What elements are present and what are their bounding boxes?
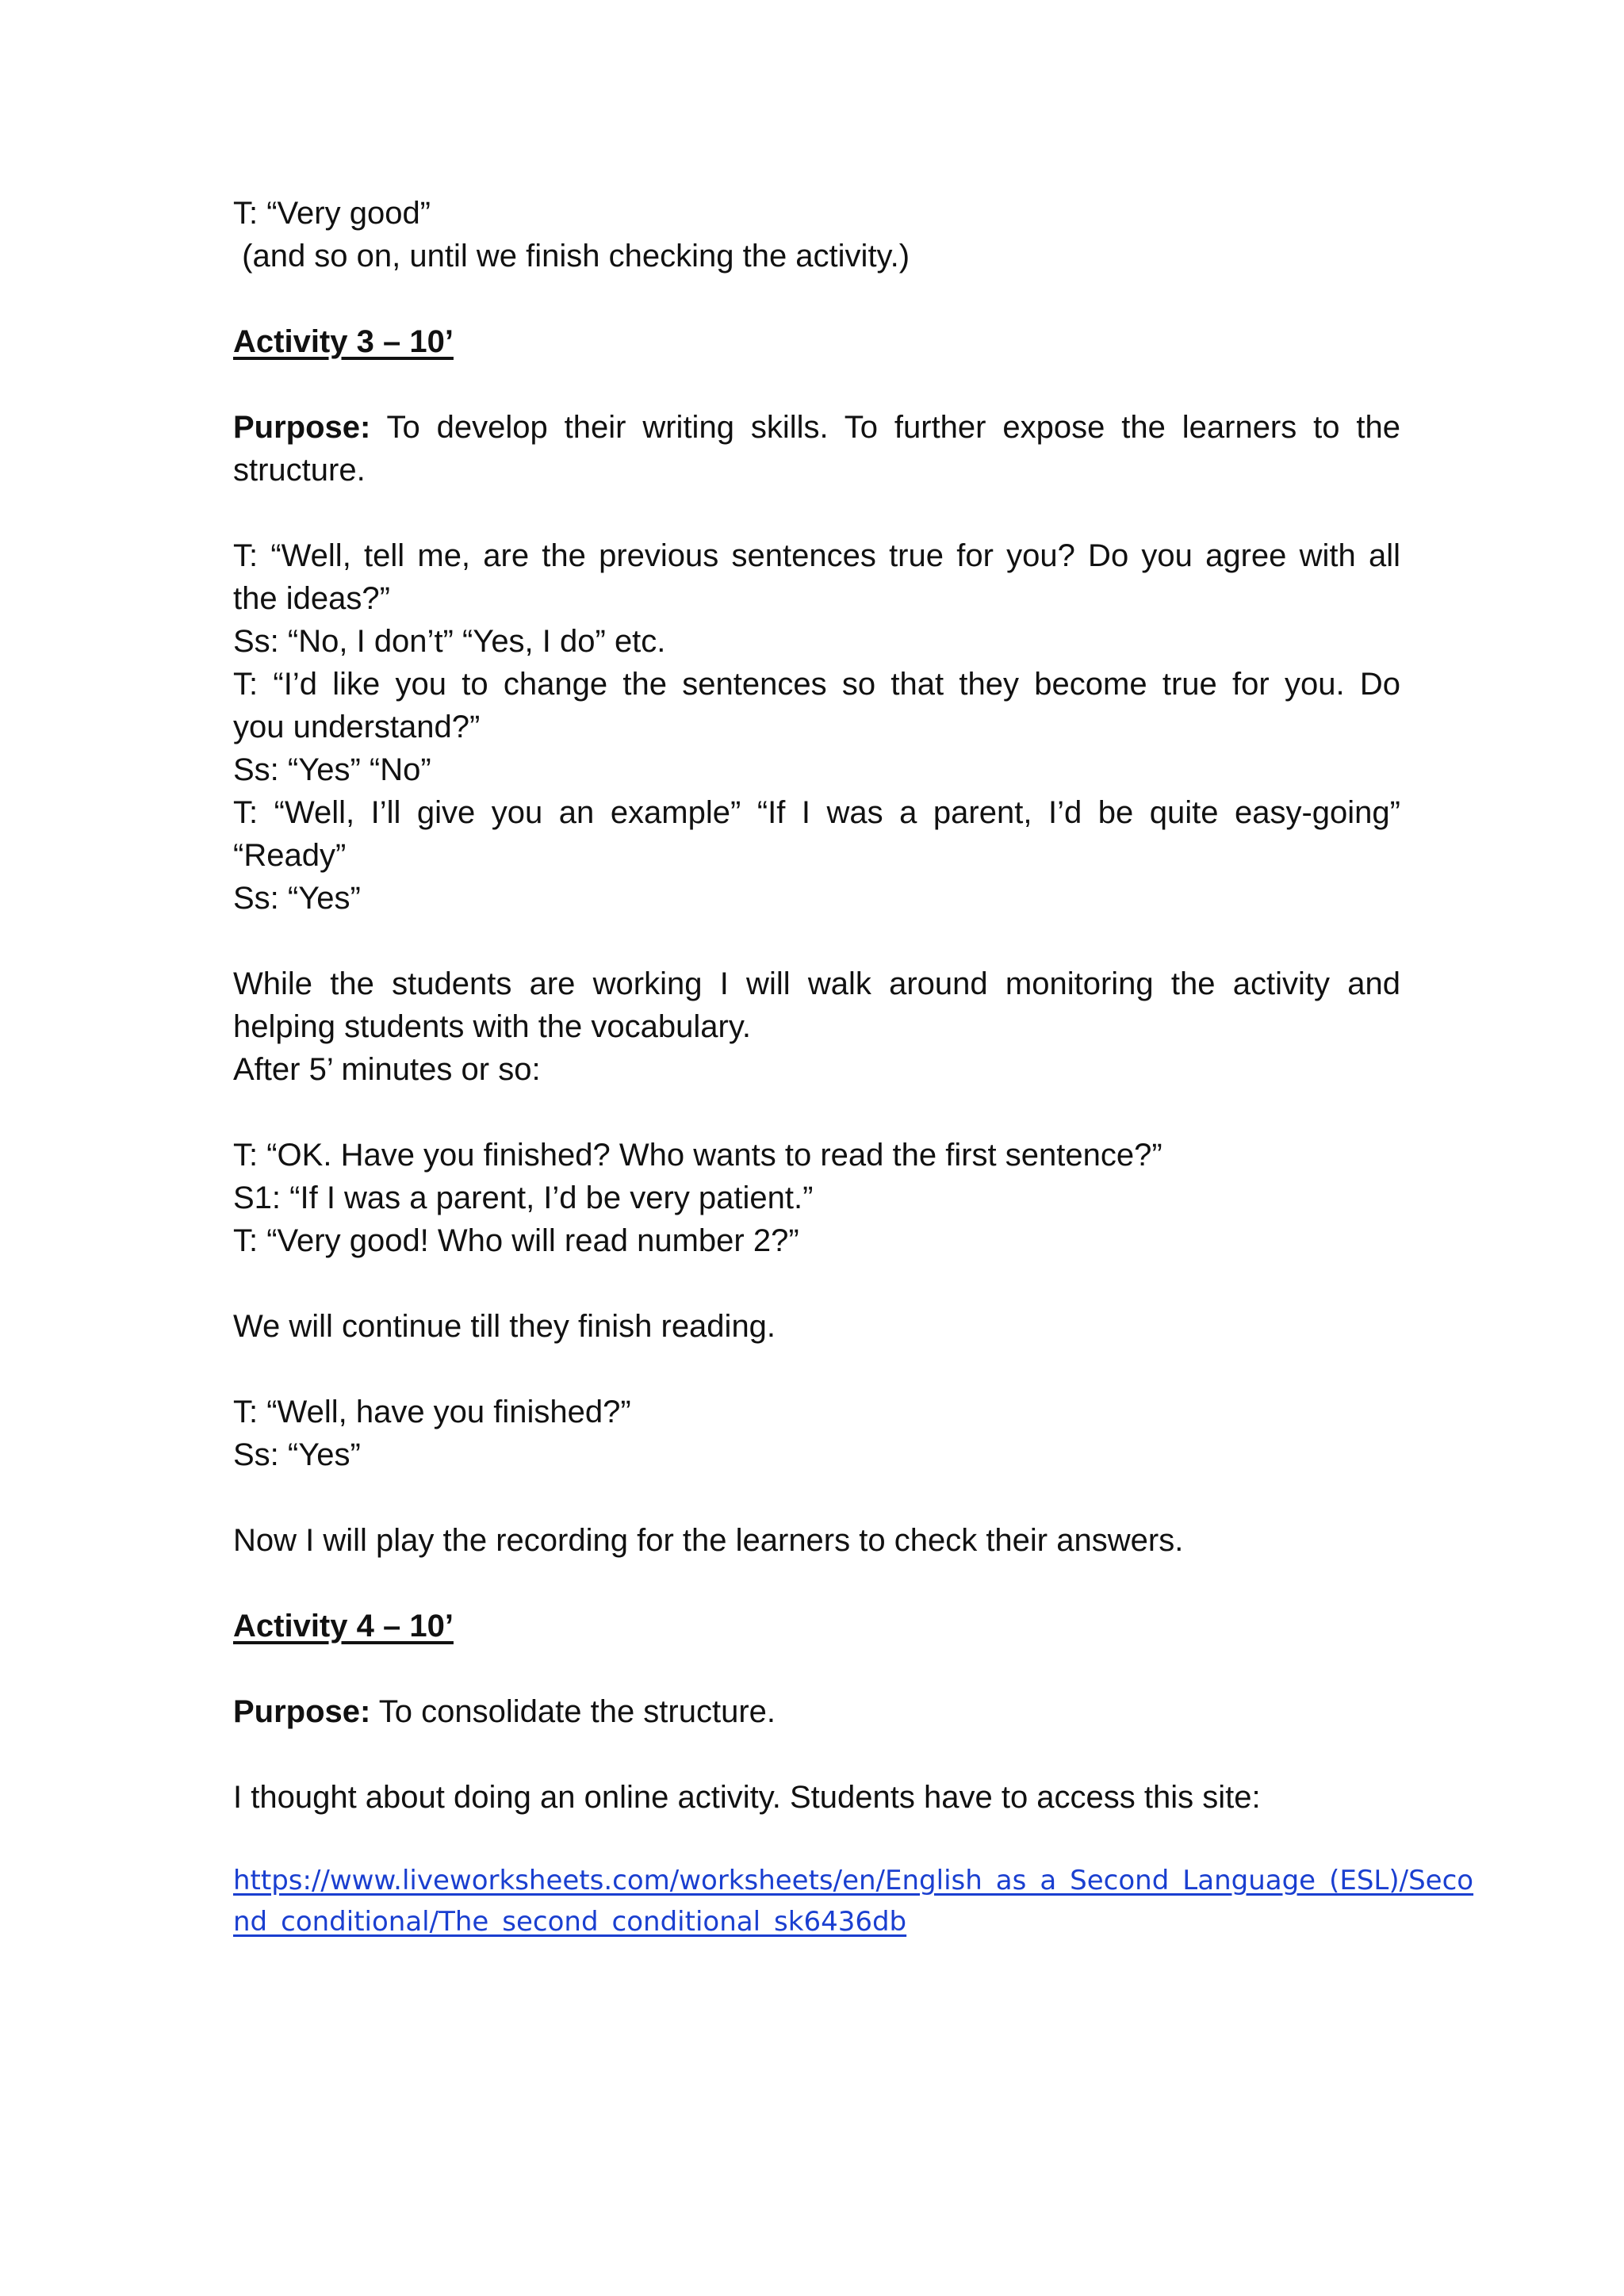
document-page [233, 192, 1474, 1942]
activity-4-heading: Activity 4 – 10’ [233, 1609, 454, 1644]
continue-line: We will continue till they finish reading. [233, 1309, 776, 1344]
worksheet-link-line-1[interactable]: https://www.liveworksheets.com/worksheets/en/English_as_a_Second_Language_(ESL)/Seco [233, 1865, 1474, 1896]
dialogue-line: Ss: “Yes” “No” [233, 752, 431, 787]
dialogue-line: the ideas?” [233, 581, 390, 616]
purpose-text: To consolidate the structure. [370, 1694, 776, 1729]
dialogue-line: Ss: “Yes” [233, 1437, 361, 1472]
activity-3-heading: Activity 3 – 10’ [233, 324, 454, 359]
dialogue-line: “Ready” [233, 838, 347, 873]
purpose-text-cont: structure. [233, 453, 366, 488]
dialogue-line: Ss: “No, I don’t” “Yes, I do” etc. [233, 624, 666, 659]
dialogue-line: T: “I’d like you to change the sentences so that they become true for you. Do [233, 667, 1400, 702]
dialogue-line: S1: “If I was a parent, I’d be very patient.” [233, 1181, 814, 1215]
worksheet-link-line-2[interactable]: nd_conditional/The_second_conditional_sk6436db [233, 1906, 907, 1938]
purpose-paragraph [233, 406, 1400, 449]
dialogue-line: T: “Well, tell me, are the previous sentences true for you? Do you agree with all [233, 538, 1400, 573]
purpose-paragraph [233, 1690, 1400, 1733]
dialogue-line: you understand?” [233, 710, 481, 744]
purpose-text: To develop their writing skills. To further expose the learners to the [370, 410, 1400, 445]
recording-line: Now I will play the recording for the learners to check their answers. [233, 1523, 1184, 1558]
dialogue-line: T: “Well, I’ll give you an example” “If I was a parent, I’d be quite easy-going” [233, 795, 1400, 830]
purpose-label: Purpose: [233, 410, 371, 445]
monitoring-line: helping students with the vocabulary. [233, 1009, 751, 1044]
dialogue-line: T: “OK. Have you finished? Who wants to read the first sentence?” [233, 1138, 1162, 1173]
purpose-label: Purpose: [233, 1694, 371, 1729]
worksheet-link[interactable] [233, 1860, 1474, 1942]
online-activity-line: I thought about doing an online activity. Students have to access this site: [233, 1780, 1261, 1815]
dialogue-line: Ss: “Yes” [233, 881, 361, 916]
monitoring-line: While the students are working I will walk around monitoring the activity and [233, 966, 1400, 1001]
dialogue-line: T: “Well, have you finished?” [233, 1395, 631, 1429]
dialogue-line: T: “Very good” [233, 196, 431, 231]
dialogue-line: T: “Very good! Who will read number 2?” [233, 1223, 799, 1258]
monitoring-line: After 5’ minutes or so: [233, 1052, 541, 1087]
note-line: (and so on, until we finish checking the activity.) [233, 239, 910, 274]
